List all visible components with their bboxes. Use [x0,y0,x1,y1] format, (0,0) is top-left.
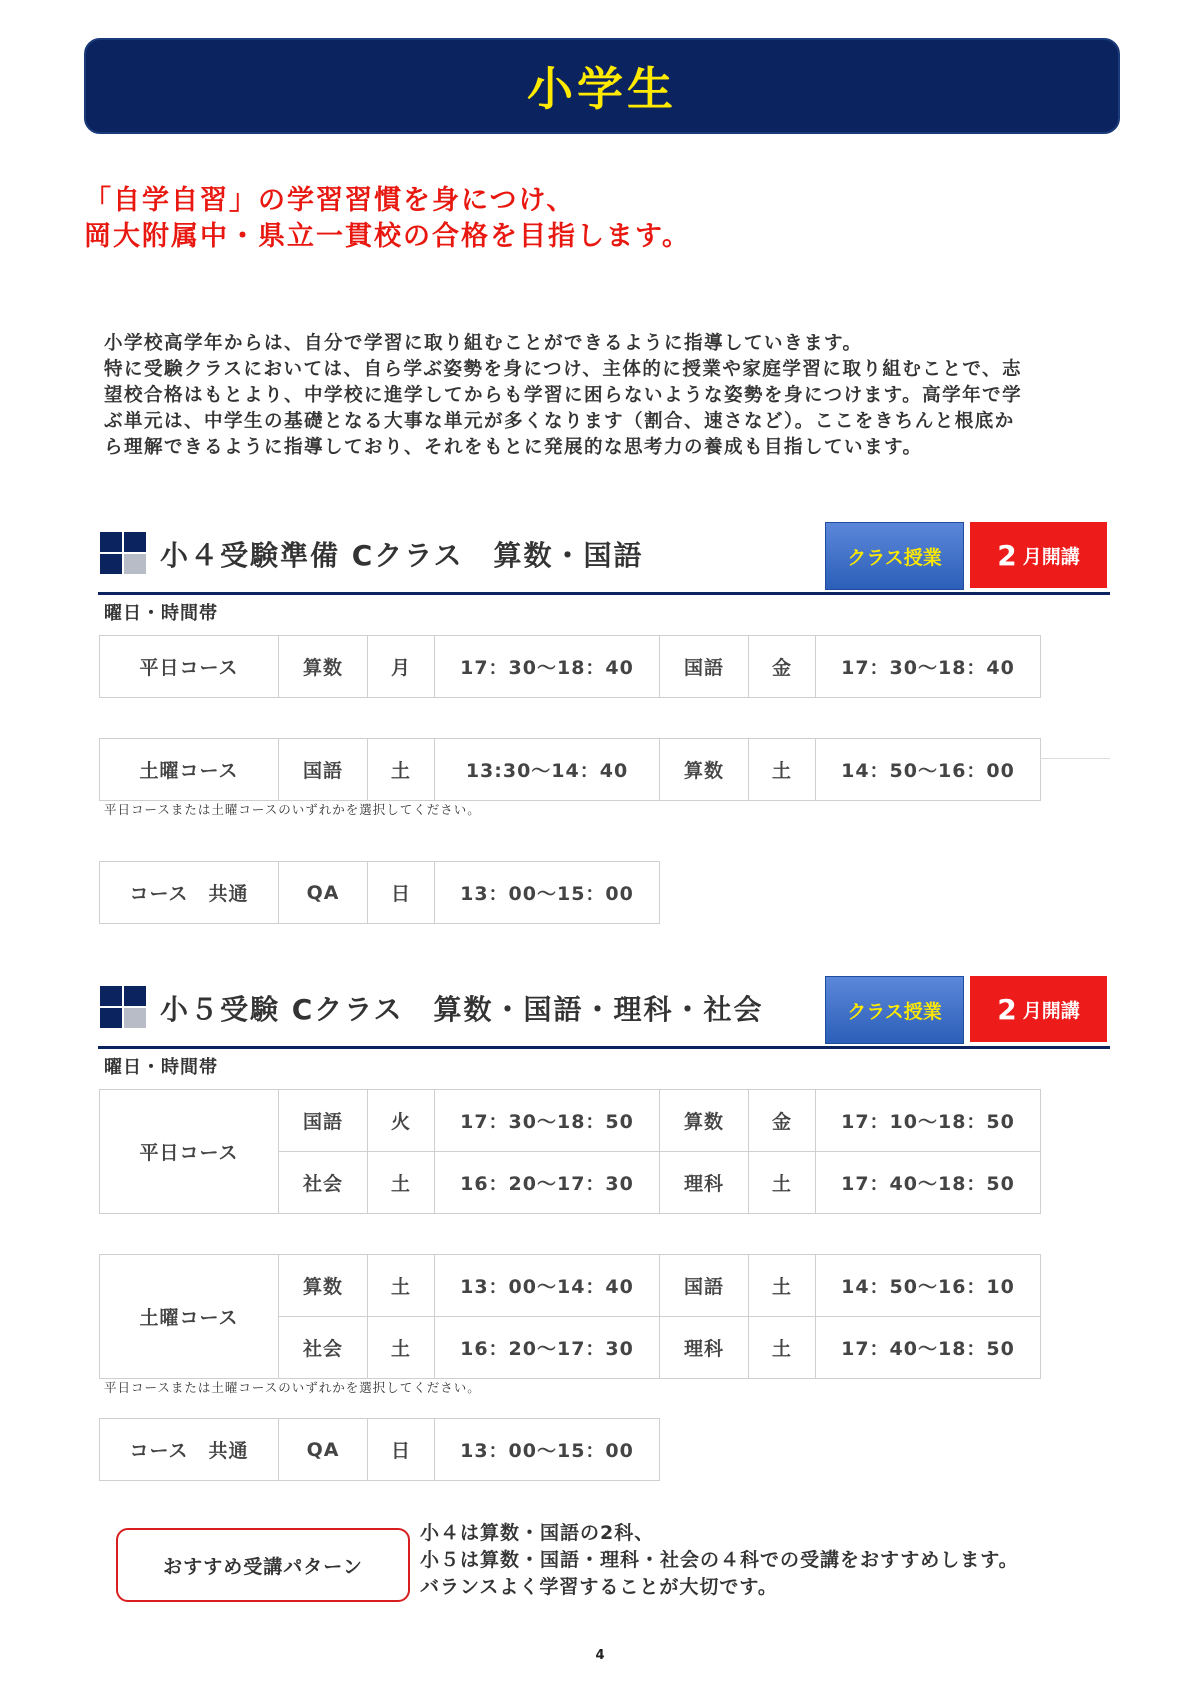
saturday-schedule-table [99,1254,1041,1379]
common-schedule-table [99,861,660,924]
day-cell: 金 [749,1090,816,1152]
time-cell: 14：50～16：10 [816,1255,1041,1317]
day-cell: 火 [368,1090,435,1152]
common-schedule-table [99,1418,660,1481]
table-row [100,1255,1041,1317]
recommend-line: 小５は算数・国語・理科・社会の４科での受講をおすすめします。 [420,1549,1019,1571]
course-name: 土曜コース [100,1255,279,1379]
table-row [100,739,1041,801]
time-cell: 17：30～18：40 [816,636,1041,698]
table-row [100,862,660,924]
square-logo-icon [100,986,146,1028]
time-cell: 13：00～15：00 [435,1419,660,1481]
weekday-schedule-table [99,635,1041,698]
table-row [100,1090,1041,1152]
section-title: 小５受験 Cクラス 算数・国語・理科・社会 [160,993,764,1026]
subject-cell: 国語 [279,1090,368,1152]
time-cell: 16：20～17：30 [435,1317,660,1379]
tagline [84,183,691,255]
class-lesson-badge: クラス授業 [825,522,964,590]
start-month-label: 月開講 [1022,545,1080,568]
time-cell: 13：00～15：00 [435,862,660,924]
table-row [100,636,1041,698]
subject-cell: 算数 [660,739,749,801]
time-cell: 17：30～18：50 [435,1090,660,1152]
day-cell: 土 [749,1255,816,1317]
weekday-schedule-table [99,1089,1041,1214]
subject-cell: 算数 [279,1255,368,1317]
time-cell: 17：30～18：40 [435,636,660,698]
time-cell: 13：00～14：40 [435,1255,660,1317]
day-cell: 土 [749,1152,816,1214]
subject-cell: QA [279,862,368,924]
recommend-line: 小４は算数・国語の2科、 [420,1522,655,1544]
page-title: 小学生 [527,62,677,116]
day-cell: 土 [368,1317,435,1379]
start-month-label: 月開講 [1022,999,1080,1022]
time-cell: 16：20～17：30 [435,1152,660,1214]
subject-cell: 国語 [279,739,368,801]
table-row [100,1419,660,1481]
day-cell: 金 [749,636,816,698]
subject-cell: 国語 [660,636,749,698]
course-name: 土曜コース [100,739,279,801]
start-month-number: 2 [997,992,1017,1026]
schedule-label: 曜日・時間帯 [104,1057,218,1078]
subject-cell: 社会 [279,1317,368,1379]
saturday-schedule-table [99,738,1041,801]
intro-line: 特に受験クラスにおいては、自ら学ぶ姿勢を身につけ、主体的に授業や家庭学習に取り組むことで、志 [104,359,1022,380]
section-divider [98,1046,1110,1049]
intro-line: ぶ単元は、中学生の基礎となる大事な単元が多くなります（割合、速さなど）。ここをきちんと根底か [104,411,1015,432]
tagline-line-1: 「自学自習」の学習習慣を身につけ、 [84,185,576,216]
course-name: 平日コース [100,1090,279,1214]
intro-line: 小学校高学年からは、自分で学習に取り組むことができるように指導していきます。 [104,333,863,354]
page-number: 4 [595,1648,605,1663]
course-selection-note: 平日コースまたは土曜コースのいずれかを選択してください。 [104,1380,481,1395]
section-header-grade4 [98,522,1110,592]
subject-cell: 算数 [660,1090,749,1152]
start-month-badge [970,522,1107,588]
time-cell: 17：10～18：50 [816,1090,1041,1152]
class-lesson-badge: クラス授業 [825,976,964,1044]
time-cell: 17：40～18：50 [816,1317,1041,1379]
day-cell: 月 [368,636,435,698]
tagline-line-2: 岡大附属中・県立一貫校の合格を目指します。 [84,221,691,252]
recommended-pattern-box: おすすめ受講パターン [116,1528,410,1602]
day-cell: 土 [368,739,435,801]
subject-cell: 社会 [279,1152,368,1214]
subject-cell: 理科 [660,1152,749,1214]
subject-cell: QA [279,1419,368,1481]
day-cell: 土 [749,739,816,801]
day-cell: 土 [368,1152,435,1214]
section-divider [98,592,1110,595]
recommended-pattern-text [420,1520,1019,1601]
header-banner [84,38,1120,134]
time-cell: 13:30～14：40 [435,739,660,801]
start-month-number: 2 [997,538,1017,572]
day-cell: 日 [368,1419,435,1481]
time-cell: 14：50～16：00 [816,739,1041,801]
section-header-grade5 [98,976,1110,1046]
start-month-badge [970,976,1107,1042]
intro-paragraph [104,331,1114,461]
time-cell: 17：40～18：50 [816,1152,1041,1214]
course-name: コース 共通 [100,1419,279,1481]
section-title: 小４受験準備 Cクラス 算数・国語 [160,539,644,572]
course-name: コース 共通 [100,862,279,924]
intro-line: ら理解できるように指導しており、それをもとに発展的な思考力の養成も目指しています。 [104,437,923,458]
square-logo-icon [100,532,146,574]
schedule-label: 曜日・時間帯 [104,603,218,624]
divider [1040,758,1110,759]
course-selection-note: 平日コースまたは土曜コースのいずれかを選択してください。 [104,802,481,817]
subject-cell: 算数 [279,636,368,698]
day-cell: 土 [749,1317,816,1379]
day-cell: 土 [368,1255,435,1317]
recommend-line: バランスよく学習することが大切です。 [420,1576,778,1598]
day-cell: 日 [368,862,435,924]
subject-cell: 国語 [660,1255,749,1317]
course-name: 平日コース [100,636,279,698]
subject-cell: 理科 [660,1317,749,1379]
intro-line: 望校合格はもとより、中学校に進学してからも学習に困らないような姿勢を身につけます。高学年で学 [104,385,1023,406]
